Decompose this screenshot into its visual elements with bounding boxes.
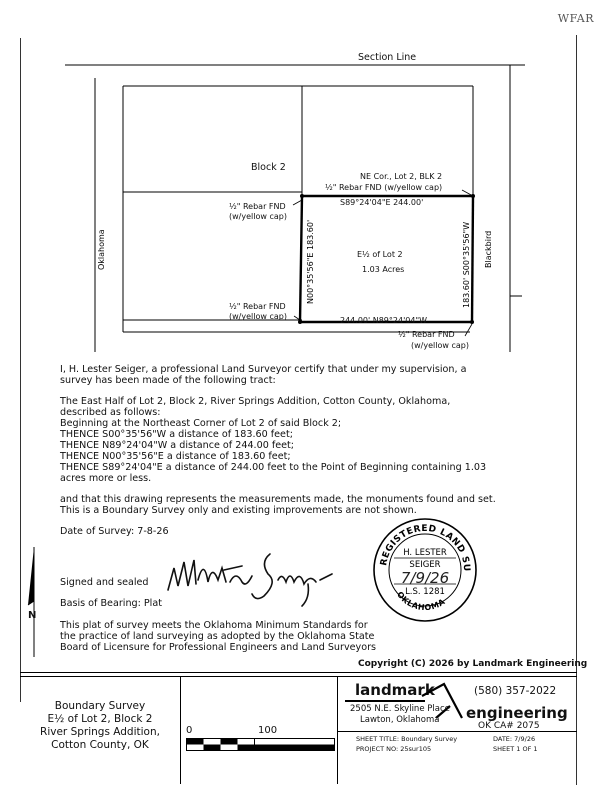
scale-bar [186,738,336,752]
basis-of-bearing: Basis of Bearing: Plat [60,598,162,609]
svg-text:L.S. 1281: L.S. 1281 [405,587,445,597]
bearing-north: S89°24'04"E 244.00' [340,198,424,207]
firm-phone: (580) 357-2022 [474,685,557,697]
title-line-4: Cotton County, OK [51,739,149,751]
firm-address: 2505 N.E. Skyline Place [350,704,450,714]
svg-text:OKLAHOMA: OKLAHOMA [395,589,447,613]
firm-info-rule [337,731,577,732]
svg-text:H. LESTER: H. LESTER [403,548,447,558]
firm-name-landmark: landmark [355,681,435,699]
cert-desc-5: THENCE N89°24'04"W a distance of 244.00 feet; [60,440,295,451]
lot-line-west [300,196,302,322]
cert-desc-2: described as follows: [60,407,161,418]
section-line-label: Section Line [358,52,417,63]
project-number: PROJECT NO: 25sur105 [356,745,432,753]
title-block-top-line [20,676,577,677]
surveyor-signature [160,540,340,610]
firm-rule [345,700,425,702]
cert-closing-1: and that this drawing represents the measurements made, the monuments found and set. [60,494,496,505]
lot-line-east [472,196,473,322]
street-oklahoma: Oklahoma [97,229,106,270]
street-blackbird: Blackbird [484,230,493,268]
lot-label: E½ of Lot 2 [357,250,403,259]
date-of-survey: Date of Survey: 7-8-26 [60,526,169,537]
surveyor-seal [372,517,478,623]
north-arrow-label: N [28,610,37,621]
signed-sealed: Signed and sealed [60,577,149,588]
title-line-1: Boundary Survey [54,700,146,712]
scale-hundred: 100 [258,725,278,736]
scale-zero: 0 [186,725,193,736]
cert-closing-2: This is a Boundary Survey only and existing improvements are not shown. [60,505,417,516]
title-block-divider-2 [337,676,338,784]
cert-desc-1: The East Half of Lot 2, Block 2, River Springs Addition, Cotton County, Oklahoma, [60,396,451,407]
title-line-3: River Springs Addition, [40,726,160,738]
ne-corner-label: NE Cor., Lot 2, BLK 2 [360,172,443,181]
acres-label: 1.03 Acres [362,265,405,274]
firm-name-engineering: engineering [466,704,568,722]
bearing-east: 183.60' S00°35'56"W [462,221,471,308]
standards-1: This plat of survey meets the Oklahoma Minimum Standards for [60,620,368,631]
standards-3: Board of Licensure for Professional Engineers and Land Surveyors [60,642,377,653]
cert-desc-8: acres more or less. [60,473,152,484]
rebar-sw-label-1: ½" Rebar FND [229,302,286,311]
rebar-sw-label-2: (w/yellow cap) [229,312,287,321]
svg-text:7/9/26: 7/9/26 [400,569,450,587]
standards-2: the practice of land surveying as adopted by the Oklahoma State [60,631,375,642]
sheet-number: SHEET 1 OF 1 [493,745,538,753]
rebar-ne-label: ½" Rebar FND (w/yellow cap) [325,183,443,192]
cert-intro-1: I, H. Lester Seiger, a professional Land Surveyor certify that under my supervision, a [60,364,467,375]
bearing-south: 244.00' N89°24'04"W [340,316,428,325]
cert-desc-3: Beginning at the Northeast Corner of Lot 2 of said Block 2; [60,418,342,429]
rebar-nw-label-1: ½" Rebar FND [229,202,286,211]
svg-text:SEIGER: SEIGER [409,560,441,570]
svg-text:REGISTERED LAND SURVEYOR: REGISTERED LAND SU [379,523,472,572]
firm-city: Lawton, Oklahoma [360,715,440,725]
rebar-se-label-1: ½" Rebar FND [398,330,455,339]
bearing-west: N00°35'56"E 183.60' [306,219,315,304]
title-line-2: E½ of Lot 2, Block 2 [47,713,153,725]
rebar-nw-label-2: (w/yellow cap) [229,212,287,221]
cert-desc-6: THENCE N00°35'56"E a distance of 183.60 feet; [60,451,291,462]
survey-map [0,50,600,360]
copyright: Copyright (C) 2026 by Landmark Engineering [358,659,588,669]
cert-desc-4: THENCE S00°35'56"W a distance of 183.60 feet; [60,429,293,440]
cert-desc-7: THENCE S89°24'04"E a distance of 244.00 feet to the Point of Beginning containing 1.03 [60,462,487,473]
firm-ca: OK CA# 2075 [478,721,540,731]
sheet-date: DATE: 7/9/26 [493,735,536,743]
north-arrow [24,545,46,660]
cert-intro-2: survey has been made of the following tract: [60,375,276,386]
watermark-logo: WFAR [557,12,594,25]
block-label: Block 2 [251,162,286,173]
rebar-se-label-2: (w/yellow cap) [411,341,469,350]
sheet-title: SHEET TITLE: Boundary Survey [356,735,458,743]
